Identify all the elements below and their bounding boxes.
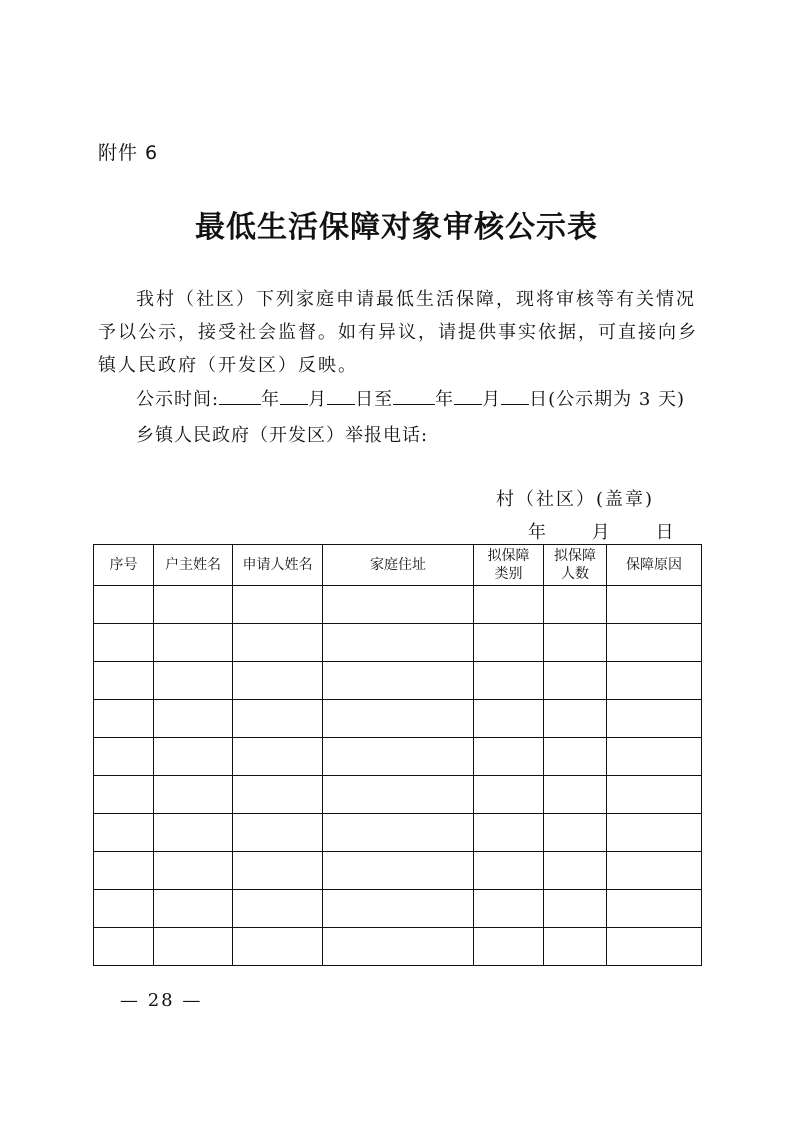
table-cell[interactable] bbox=[94, 852, 154, 890]
table-cell[interactable] bbox=[474, 852, 544, 890]
table-cell[interactable] bbox=[474, 814, 544, 852]
table-cell[interactable] bbox=[544, 814, 607, 852]
table-cell[interactable] bbox=[474, 776, 544, 814]
month-blank-end bbox=[454, 388, 482, 405]
day-blank-start bbox=[327, 388, 355, 405]
table-cell[interactable] bbox=[233, 890, 323, 928]
table-cell[interactable] bbox=[323, 852, 474, 890]
col-header-category: 拟保障 类别 bbox=[474, 545, 544, 586]
table-cell[interactable] bbox=[474, 662, 544, 700]
period-note: (公示期为 3 天) bbox=[548, 389, 686, 410]
signature-stamp: 村（社区）(盖章) bbox=[496, 489, 655, 510]
sign-date-month: 月 bbox=[591, 522, 610, 543]
table-cell[interactable] bbox=[154, 586, 233, 624]
col-header-reason: 保障原因 bbox=[607, 545, 702, 586]
table-cell[interactable] bbox=[233, 928, 323, 966]
table-row bbox=[94, 586, 702, 624]
table-cell[interactable] bbox=[233, 852, 323, 890]
table-cell[interactable] bbox=[607, 738, 702, 776]
publicity-table bbox=[93, 544, 702, 966]
table-cell[interactable] bbox=[94, 890, 154, 928]
table-cell[interactable] bbox=[323, 700, 474, 738]
table-cell[interactable] bbox=[323, 738, 474, 776]
table-cell[interactable] bbox=[544, 624, 607, 662]
sign-date-year: 年 bbox=[528, 522, 546, 543]
table-cell[interactable] bbox=[233, 662, 323, 700]
table-cell[interactable] bbox=[233, 700, 323, 738]
table-cell[interactable] bbox=[474, 624, 544, 662]
attachment-label: 附件 6 bbox=[98, 142, 159, 164]
table-cell[interactable] bbox=[474, 586, 544, 624]
table-cell[interactable] bbox=[154, 776, 233, 814]
table-cell[interactable] bbox=[544, 662, 607, 700]
period-day-end: 日 bbox=[529, 389, 549, 410]
table-cell[interactable] bbox=[544, 890, 607, 928]
table-cell[interactable] bbox=[607, 928, 702, 966]
table-cell[interactable] bbox=[233, 624, 323, 662]
col-header-applicant: 申请人姓名 bbox=[233, 545, 323, 586]
table-cell[interactable] bbox=[323, 928, 474, 966]
table-cell[interactable] bbox=[544, 776, 607, 814]
period-year-end: 年 bbox=[435, 389, 455, 410]
sign-date bbox=[528, 518, 674, 544]
period-year-start: 年 bbox=[261, 389, 281, 410]
table-cell[interactable] bbox=[94, 738, 154, 776]
table-cell[interactable] bbox=[544, 586, 607, 624]
table-body bbox=[94, 586, 702, 966]
table-cell[interactable] bbox=[94, 586, 154, 624]
table-cell[interactable] bbox=[94, 814, 154, 852]
report-phone-line: 乡镇人民政府（开发区）举报电话: bbox=[136, 425, 429, 446]
day-blank-end bbox=[501, 388, 529, 405]
intro-paragraph: 我村（社区）下列家庭申请最低生活保障，现将审核等有关情况予以公示，接受社会监督。如有异议，请提供事实依据，可直接向乡镇人民政府（开发区）反映。 bbox=[98, 289, 698, 376]
table-cell[interactable] bbox=[544, 700, 607, 738]
table-row bbox=[94, 662, 702, 700]
table-cell[interactable] bbox=[154, 624, 233, 662]
table-cell[interactable] bbox=[94, 662, 154, 700]
table-cell[interactable] bbox=[154, 814, 233, 852]
col-header-people: 拟保障 人数 bbox=[544, 545, 607, 586]
table-cell[interactable] bbox=[154, 738, 233, 776]
table-row bbox=[94, 928, 702, 966]
table-cell[interactable] bbox=[94, 700, 154, 738]
table-cell[interactable] bbox=[154, 890, 233, 928]
table-row bbox=[94, 814, 702, 852]
table-cell[interactable] bbox=[154, 852, 233, 890]
table-row bbox=[94, 890, 702, 928]
page-title: 最低生活保障对象审核公示表 bbox=[195, 210, 598, 245]
year-blank-end bbox=[393, 388, 435, 405]
month-blank-start bbox=[280, 388, 308, 405]
table-cell[interactable] bbox=[607, 852, 702, 890]
year-blank-start bbox=[219, 388, 261, 405]
table-cell[interactable] bbox=[474, 738, 544, 776]
col-header-householder: 户主姓名 bbox=[154, 545, 233, 586]
period-month-start: 月 bbox=[308, 389, 328, 410]
table-cell[interactable] bbox=[323, 776, 474, 814]
table-cell[interactable] bbox=[233, 586, 323, 624]
table-cell[interactable] bbox=[154, 928, 233, 966]
table-row bbox=[94, 738, 702, 776]
table-cell[interactable] bbox=[607, 814, 702, 852]
col-header-address: 家庭住址 bbox=[323, 545, 474, 586]
table-cell[interactable] bbox=[474, 890, 544, 928]
table-cell[interactable] bbox=[94, 776, 154, 814]
table-cell[interactable] bbox=[607, 700, 702, 738]
period-day-to: 日至 bbox=[355, 389, 394, 410]
table-header-row bbox=[94, 545, 702, 586]
table-cell[interactable] bbox=[94, 624, 154, 662]
table-cell[interactable] bbox=[94, 928, 154, 966]
table-cell[interactable] bbox=[544, 852, 607, 890]
table-cell[interactable] bbox=[607, 586, 702, 624]
publicity-period-line bbox=[136, 385, 685, 411]
table-cell[interactable] bbox=[323, 586, 474, 624]
table-row bbox=[94, 624, 702, 662]
table-cell[interactable] bbox=[474, 928, 544, 966]
period-month-end: 月 bbox=[482, 389, 502, 410]
table-cell[interactable] bbox=[607, 890, 702, 928]
table-cell[interactable] bbox=[323, 890, 474, 928]
table-cell[interactable] bbox=[323, 662, 474, 700]
table-cell[interactable] bbox=[233, 814, 323, 852]
table-cell[interactable] bbox=[323, 624, 474, 662]
sign-date-day: 日 bbox=[655, 522, 674, 543]
table-cell[interactable] bbox=[233, 776, 323, 814]
table-cell[interactable] bbox=[607, 776, 702, 814]
table-cell[interactable] bbox=[233, 738, 323, 776]
col-header-index: 序号 bbox=[94, 545, 154, 586]
table-row bbox=[94, 852, 702, 890]
table-cell[interactable] bbox=[323, 814, 474, 852]
table-cell[interactable] bbox=[154, 700, 233, 738]
table-cell[interactable] bbox=[154, 662, 233, 700]
table-cell[interactable] bbox=[544, 738, 607, 776]
table-cell[interactable] bbox=[607, 662, 702, 700]
table-cell[interactable] bbox=[544, 928, 607, 966]
period-label: 公示时间: bbox=[136, 389, 220, 410]
table-cell[interactable] bbox=[474, 700, 544, 738]
table-row bbox=[94, 700, 702, 738]
page-number: — 28 — bbox=[120, 990, 203, 1011]
table-row bbox=[94, 776, 702, 814]
table-cell[interactable] bbox=[607, 624, 702, 662]
